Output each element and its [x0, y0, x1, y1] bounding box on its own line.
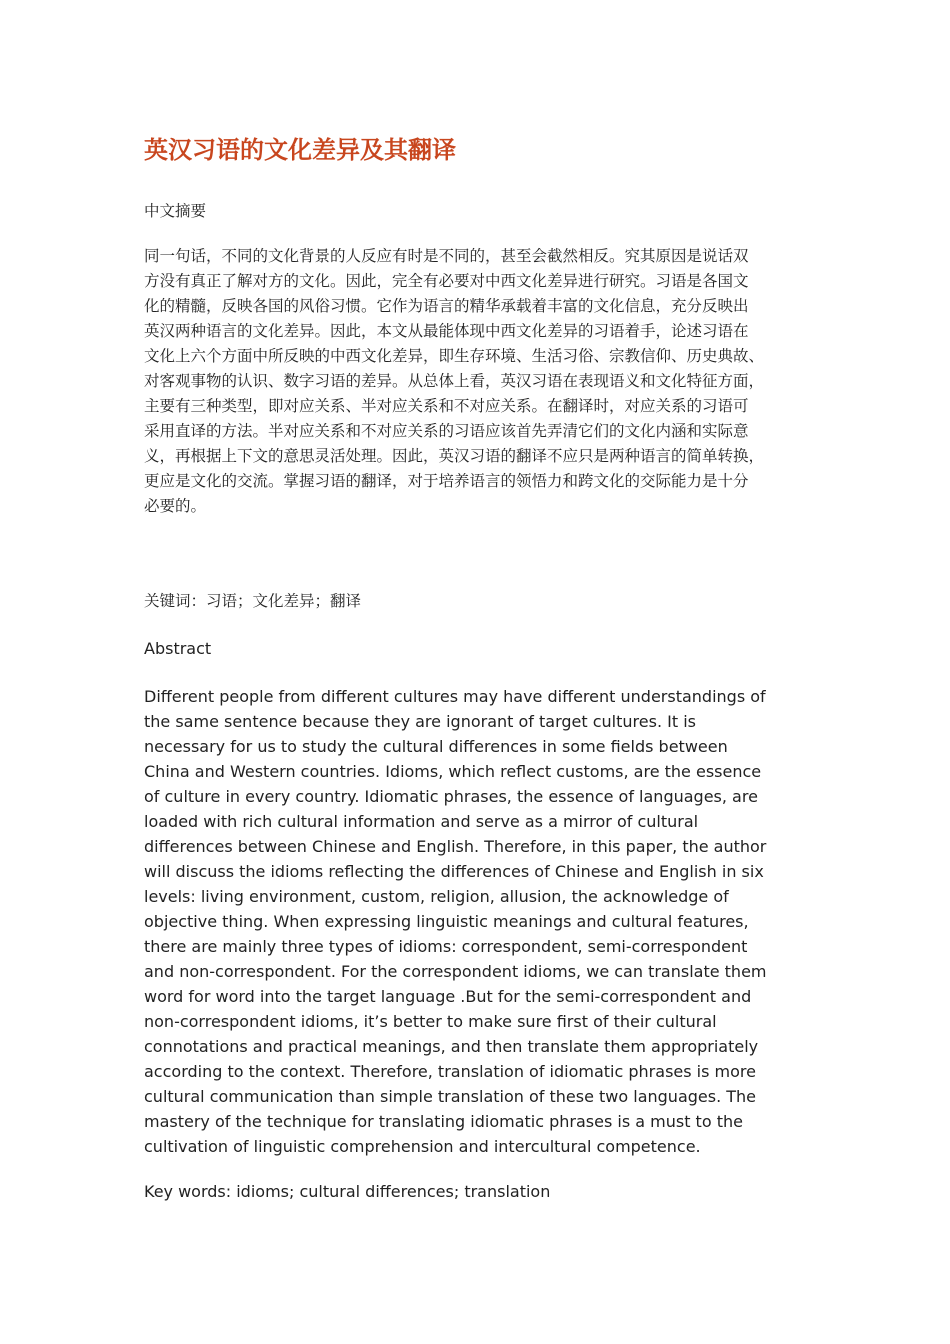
- english-abstract-line: levels: living environment, custom, religion, allusion, the acknowledge of: [144, 887, 729, 906]
- english-abstract-line: of culture in every country. Idiomatic phrases, the essence of languages, are: [144, 787, 758, 806]
- chinese-abstract-line: 更应是文化的交流。掌握习语的翻译，对于培养语言的领悟力和跨文化的交际能力是十分: [144, 472, 749, 490]
- english-abstract-line: mastery of the technique for translating idiomatic phrases is a must to the: [144, 1112, 743, 1131]
- chinese-abstract-line: 文化上六个方面中所反映的中西文化差异，即生存环境、生活习俗、宗教信仰、历史典故、: [144, 347, 765, 365]
- chinese-abstract-line: 方没有真正了解对方的文化。因此，完全有必要对中西文化差异进行研究。习语是各国文: [144, 272, 749, 290]
- english-abstract-line: loaded with rich cultural information and serve as a mirror of cultural: [144, 812, 699, 831]
- chinese-keywords: 关键词：习语；文化差异；翻译: [144, 592, 362, 610]
- chinese-abstract-label: 中文摘要: [144, 202, 207, 220]
- page-title: 英汉习语的文化差异及其翻译: [144, 135, 456, 164]
- english-abstract-line: Different people from different cultures may have different understandings of: [144, 687, 766, 706]
- english-abstract-line: non-correspondent idioms, it’s better to make sure first of their cultural: [144, 1012, 717, 1031]
- english-abstract-line: differences between Chinese and English. Therefore, in this paper, the author: [144, 837, 767, 856]
- english-abstract-line: objective thing. When expressing linguistic meanings and cultural features,: [144, 912, 749, 931]
- english-abstract-line: according to the context. Therefore, translation of idiomatic phrases is more: [144, 1062, 756, 1081]
- english-abstract-line: China and Western countries. Idioms, which reflect customs, are the essence: [144, 762, 762, 781]
- english-abstract-line: cultural communication than simple translation of these two languages. The: [144, 1087, 757, 1106]
- chinese-abstract-line: 必要的。: [144, 497, 207, 515]
- english-abstract-line: the same sentence because they are ignorant of target cultures. It is: [144, 712, 696, 731]
- chinese-abstract-line: 主要有三种类型，即对应关系、半对应关系和不对应关系。在翻译时，对应关系的习语可: [144, 397, 749, 415]
- english-abstract-line: will discuss the idioms reflecting the differences of Chinese and English in six: [144, 862, 764, 881]
- chinese-abstract-line: 英汉两种语言的文化差异。因此，本文从最能体现中西文化差异的习语着手，论述习语在: [144, 322, 749, 340]
- chinese-abstract-line: 义，再根据上下文的意思灵活处理。因此，英汉习语的翻译不应只是两种语言的简单转换，: [144, 447, 765, 465]
- chinese-abstract-line: 同一句话，不同的文化背景的人反应有时是不同的，甚至会截然相反。究其原因是说话双: [144, 247, 749, 265]
- chinese-abstract-line: 采用直译的方法。半对应关系和不对应关系的习语应该首先弄清它们的文化内涵和实际意: [144, 422, 749, 440]
- abstract-heading: Abstract: [144, 639, 212, 658]
- english-abstract-line: necessary for us to study the cultural differences in some fields between: [144, 737, 728, 756]
- english-abstract-line: there are mainly three types of idioms: correspondent, semi-correspondent: [144, 937, 748, 956]
- chinese-abstract-body: [144, 244, 814, 519]
- english-abstract-line: connotations and practical meanings, and then translate them appropriately: [144, 1037, 759, 1056]
- english-abstract-line: and non-correspondent. For the correspondent idioms, we can translate them: [144, 962, 767, 981]
- english-abstract-line: cultivation of linguistic comprehension and intercultural competence.: [144, 1137, 701, 1156]
- chinese-abstract-line: 化的精髓，反映各国的风俗习惯。它作为语言的精华承载着丰富的文化信息，充分反映出: [144, 297, 749, 315]
- english-abstract-line: word for word into the target language .But for the semi-correspondent and: [144, 987, 752, 1006]
- chinese-abstract-line: 对客观事物的认识、数字习语的差异。从总体上看，英汉习语在表现语义和文化特征方面，: [144, 372, 765, 390]
- english-keywords: Key words: idioms; cultural differences; translation: [144, 1182, 551, 1201]
- english-abstract-body: [144, 684, 824, 1159]
